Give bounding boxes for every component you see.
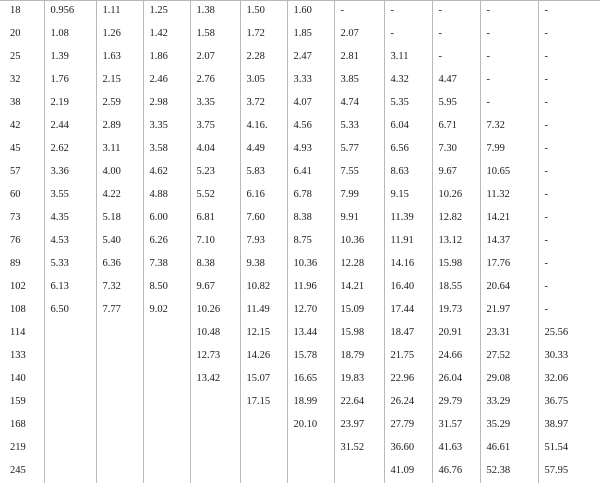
table-cell: - [544, 212, 548, 224]
table-cell: 4.74 [334, 92, 384, 115]
table-cell [287, 437, 334, 460]
table-cell: - [544, 74, 548, 86]
table-cell: 26.04 [432, 368, 480, 391]
table-cell: 15.09 [334, 299, 384, 322]
table-cell: 22.64 [334, 391, 384, 414]
table-cell: 3.55 [44, 184, 96, 207]
table-cell: 159 [0, 391, 44, 414]
table-cell: 21.75 [384, 345, 432, 368]
table-cell: - [544, 189, 548, 201]
table-cell: 5.35 [384, 92, 432, 115]
table-row [0, 23, 600, 46]
table-cell: 17.76 [480, 253, 538, 276]
table-cell: 168 [0, 414, 44, 437]
table-row [0, 207, 600, 230]
table-cell: 25 [0, 46, 44, 69]
table-cell: 6.41 [287, 161, 334, 184]
table-cell: 108 [0, 299, 44, 322]
table-cell: 114 [0, 322, 44, 345]
table-cell: 31.52 [334, 437, 384, 460]
table-cell: 7.10 [190, 230, 240, 253]
table-cell: 16.65 [287, 368, 334, 391]
table-cell: 17.15 [240, 391, 287, 414]
table-cell: 10.36 [287, 253, 334, 276]
table-cell: 5.83 [240, 161, 287, 184]
table-cell: 14.26 [240, 345, 287, 368]
table-cell [143, 368, 190, 391]
table-cell: 32.06 [544, 373, 569, 385]
table-cell: 7.60 [240, 207, 287, 230]
table-cell: 4.22 [96, 184, 143, 207]
table-cell: 2.47 [287, 46, 334, 69]
table-cell: 1.60 [287, 0, 334, 23]
table-cell: 15.98 [432, 253, 480, 276]
table-cell: - [480, 23, 538, 46]
table-cell: 14.21 [334, 276, 384, 299]
table-cell: 57 [0, 161, 44, 184]
table-cell: - [544, 51, 548, 63]
table-cell: 6.04 [384, 115, 432, 138]
table-cell: 8.75 [287, 230, 334, 253]
table-cell: 2.89 [96, 115, 143, 138]
table-cell: 21.97 [480, 299, 538, 322]
table-row [0, 414, 600, 437]
table-cell: 16.40 [384, 276, 432, 299]
table-cell: 42 [0, 115, 44, 138]
table-cell: 5.33 [334, 115, 384, 138]
table-cell: - [480, 46, 538, 69]
table-cell: 2.07 [190, 46, 240, 69]
table-cell: 1.85 [287, 23, 334, 46]
table-cell: 60 [0, 184, 44, 207]
table-cell [143, 437, 190, 460]
table-cell: 5.33 [44, 253, 96, 276]
table-cell: 3.33 [287, 69, 334, 92]
table-cell: 102 [0, 276, 44, 299]
table-cell: - [384, 23, 432, 46]
table-cell: 14.37 [480, 230, 538, 253]
table-cell: 4.16. [240, 115, 287, 138]
table-cell: 3.35 [190, 92, 240, 115]
table-cell: 29.08 [480, 368, 538, 391]
table-cell: 46.76 [432, 460, 480, 483]
table-cell [240, 414, 287, 437]
table-cell [96, 460, 143, 483]
table-cell: - [544, 258, 548, 270]
table-cell: 22.96 [384, 368, 432, 391]
table-cell: 1.72 [240, 23, 287, 46]
table-cell: 3.11 [384, 46, 432, 69]
table-cell: 10.82 [240, 276, 287, 299]
table-cell: 2.44 [44, 115, 96, 138]
table-row [0, 69, 600, 92]
table-cell: - [432, 46, 480, 69]
table-cell: 2.19 [44, 92, 96, 115]
table-cell: 31.57 [432, 414, 480, 437]
table-cell [143, 322, 190, 345]
table-cell: 13.44 [287, 322, 334, 345]
table-row [0, 161, 600, 184]
table-cell: 11.32 [480, 184, 538, 207]
table-cell: 4.49 [240, 138, 287, 161]
table-cell: 4.00 [96, 161, 143, 184]
table-cell: 7.99 [480, 138, 538, 161]
table-cell: 1.26 [96, 23, 143, 46]
table-cell: 10.26 [190, 299, 240, 322]
table-cell: 5.95 [432, 92, 480, 115]
table-cell: 0.956 [44, 0, 96, 23]
table-row [0, 115, 600, 138]
table-cell [96, 437, 143, 460]
table-cell [96, 391, 143, 414]
table-cell: 57.95 [544, 465, 569, 477]
table-cell: 15.98 [334, 322, 384, 345]
table-cell: 3.05 [240, 69, 287, 92]
table-row [0, 437, 600, 460]
table-cell: 2.15 [96, 69, 143, 92]
table-cell: 32 [0, 69, 44, 92]
table-cell [143, 391, 190, 414]
table-cell: 6.26 [143, 230, 190, 253]
table-cell: 3.75 [190, 115, 240, 138]
table-cell: 24.66 [432, 345, 480, 368]
table-row [0, 230, 600, 253]
table-row [0, 92, 600, 115]
table-row [0, 276, 600, 299]
table-cell: 5.52 [190, 184, 240, 207]
table-cell: 41.63 [432, 437, 480, 460]
table-cell: 73 [0, 207, 44, 230]
table-cell: - [544, 143, 548, 155]
table-cell: - [544, 281, 548, 293]
table-cell: - [544, 166, 548, 178]
table-cell: 4.07 [287, 92, 334, 115]
table-cell: 25.56 [544, 327, 569, 339]
table-cell: 20.64 [480, 276, 538, 299]
table-cell: 4.53 [44, 230, 96, 253]
table-cell: 38.97 [544, 419, 569, 431]
table-cell: 20.91 [432, 322, 480, 345]
table-cell: 46.61 [480, 437, 538, 460]
table-cell [143, 414, 190, 437]
table-cell: 9.67 [432, 161, 480, 184]
table-cell: 4.47 [432, 69, 480, 92]
table-cell: 2.59 [96, 92, 143, 115]
table-cell: 1.42 [143, 23, 190, 46]
table-cell: 6.16 [240, 184, 287, 207]
table-cell: 5.18 [96, 207, 143, 230]
table-cell: 8.50 [143, 276, 190, 299]
table-cell: 4.62 [143, 161, 190, 184]
table-row [0, 138, 600, 161]
table-cell [240, 460, 287, 483]
table-cell: 11.96 [287, 276, 334, 299]
table-row [0, 184, 600, 207]
table-cell: 4.56 [287, 115, 334, 138]
table-cell [190, 414, 240, 437]
table-cell: 1.08 [44, 23, 96, 46]
table-cell [44, 414, 96, 437]
table-cell [190, 391, 240, 414]
table-cell: 15.07 [240, 368, 287, 391]
table-cell: 19.73 [432, 299, 480, 322]
table-cell: 18.99 [287, 391, 334, 414]
table-cell [44, 437, 96, 460]
table-cell: 6.78 [287, 184, 334, 207]
table-cell [44, 368, 96, 391]
table-cell: 6.13 [44, 276, 96, 299]
table-cell: 6.36 [96, 253, 143, 276]
table-cell: 2.98 [143, 92, 190, 115]
table-cell: - [544, 235, 548, 247]
table-cell: 13.12 [432, 230, 480, 253]
table-cell: 3.85 [334, 69, 384, 92]
table-cell: 1.58 [190, 23, 240, 46]
table-row [0, 253, 600, 276]
table-cell: 14.16 [384, 253, 432, 276]
table-cell [44, 345, 96, 368]
table-cell: 8.38 [190, 253, 240, 276]
table-cell: 9.67 [190, 276, 240, 299]
table-cell: 11.49 [240, 299, 287, 322]
table-cell: 7.77 [96, 299, 143, 322]
table-cell: - [544, 97, 548, 109]
table-cell: - [480, 0, 538, 23]
table-cell: 12.73 [190, 345, 240, 368]
table-cell: 4.32 [384, 69, 432, 92]
table-cell: 12.15 [240, 322, 287, 345]
table-cell [334, 460, 384, 483]
table-cell: 140 [0, 368, 44, 391]
table-cell: 3.72 [240, 92, 287, 115]
table-cell: - [432, 23, 480, 46]
table-cell: 17.44 [384, 299, 432, 322]
table-cell: 20.10 [287, 414, 334, 437]
table-cell: 2.76 [190, 69, 240, 92]
table-cell: 7.30 [432, 138, 480, 161]
table-cell: 13.42 [190, 368, 240, 391]
table-cell: 18.47 [384, 322, 432, 345]
table-cell [44, 460, 96, 483]
table-cell: 11.39 [384, 207, 432, 230]
table-cell: 133 [0, 345, 44, 368]
table-cell: 9.02 [143, 299, 190, 322]
table-cell: 41.09 [384, 460, 432, 483]
table-cell: 10.65 [480, 161, 538, 184]
table-cell: - [432, 0, 480, 23]
table-cell: - [544, 28, 548, 40]
table-cell: 18.55 [432, 276, 480, 299]
table-cell: 4.88 [143, 184, 190, 207]
table-cell: 6.56 [384, 138, 432, 161]
table-cell: - [544, 5, 548, 17]
table-cell: 2.46 [143, 69, 190, 92]
table-cell: 3.35 [143, 115, 190, 138]
table-cell: - [544, 304, 548, 316]
table-cell: 36.60 [384, 437, 432, 460]
table-cell [190, 437, 240, 460]
table-cell: - [334, 0, 384, 23]
table-cell: 12.28 [334, 253, 384, 276]
table-cell: 14.21 [480, 207, 538, 230]
table-cell: 10.36 [334, 230, 384, 253]
table-cell: 8.38 [287, 207, 334, 230]
table-cell: 9.38 [240, 253, 287, 276]
table-row [0, 345, 600, 368]
table-cell: 1.86 [143, 46, 190, 69]
table-cell: 6.71 [432, 115, 480, 138]
table-cell: 11.91 [384, 230, 432, 253]
table-cell: 5.77 [334, 138, 384, 161]
table-cell: 2.62 [44, 138, 96, 161]
table-cell: 10.26 [432, 184, 480, 207]
table-cell: 18 [0, 0, 44, 23]
table-cell: 36.75 [544, 396, 569, 408]
table-cell: - [544, 120, 548, 132]
table-cell: 26.24 [384, 391, 432, 414]
table-cell: 1.63 [96, 46, 143, 69]
table-cell: 3.36 [44, 161, 96, 184]
table-cell: 35.29 [480, 414, 538, 437]
table-cell: 7.38 [143, 253, 190, 276]
table-cell: 9.91 [334, 207, 384, 230]
table-row [0, 322, 600, 345]
table-cell: 23.31 [480, 322, 538, 345]
table-cell: 219 [0, 437, 44, 460]
table-cell: 18.79 [334, 345, 384, 368]
table-cell: 51.54 [544, 442, 569, 454]
table-cell: 52.38 [480, 460, 538, 483]
table-cell: 27.52 [480, 345, 538, 368]
table-cell: 4.35 [44, 207, 96, 230]
table-cell: 3.58 [143, 138, 190, 161]
table-cell [143, 345, 190, 368]
table-cell: 38 [0, 92, 44, 115]
table-cell [287, 460, 334, 483]
table-cell: 19.83 [334, 368, 384, 391]
table-cell: 10.48 [190, 322, 240, 345]
table-cell: 76 [0, 230, 44, 253]
table-cell: 12.82 [432, 207, 480, 230]
table-cell: 7.99 [334, 184, 384, 207]
table-cell: 2.07 [334, 23, 384, 46]
table-cell: 8.63 [384, 161, 432, 184]
table-cell: 20 [0, 23, 44, 46]
table-cell [96, 414, 143, 437]
table-cell: 1.25 [143, 0, 190, 23]
table-cell: 6.00 [143, 207, 190, 230]
table-cell: 27.79 [384, 414, 432, 437]
table-cell: 23.97 [334, 414, 384, 437]
table-cell: 7.93 [240, 230, 287, 253]
table-cell: 5.23 [190, 161, 240, 184]
table-cell: 7.32 [96, 276, 143, 299]
table-cell: 9.15 [384, 184, 432, 207]
table-cell: 15.78 [287, 345, 334, 368]
table-top-rule [0, 0, 600, 1]
table-cell: 2.28 [240, 46, 287, 69]
table-cell: 7.32 [480, 115, 538, 138]
table-cell [96, 368, 143, 391]
table-cell: 1.38 [190, 0, 240, 23]
table-cell: 1.76 [44, 69, 96, 92]
table-cell [240, 437, 287, 460]
table-cell: 45 [0, 138, 44, 161]
table-cell [143, 460, 190, 483]
table-cell: 29.79 [432, 391, 480, 414]
table-cell: 2.81 [334, 46, 384, 69]
table-cell [96, 345, 143, 368]
table-cell [44, 391, 96, 414]
table-cell: 3.11 [96, 138, 143, 161]
table-cell [96, 322, 143, 345]
table-cell: 89 [0, 253, 44, 276]
table-cell: 4.04 [190, 138, 240, 161]
table-row [0, 460, 600, 483]
table-row [0, 368, 600, 391]
table-cell: 6.50 [44, 299, 96, 322]
table-row [0, 391, 600, 414]
table-cell: - [480, 92, 538, 115]
table-cell: 6.81 [190, 207, 240, 230]
table-cell: 4.93 [287, 138, 334, 161]
table-cell: 12.70 [287, 299, 334, 322]
table-row [0, 299, 600, 322]
table-cell: - [480, 69, 538, 92]
table-cell: 1.50 [240, 0, 287, 23]
table-cell: 7.55 [334, 161, 384, 184]
table-cell [190, 460, 240, 483]
table-cell: - [384, 0, 432, 23]
table-cell: 1.11 [96, 0, 143, 23]
table-cell [44, 322, 96, 345]
table-cell: 1.39 [44, 46, 96, 69]
table-cell: 245 [0, 460, 44, 483]
table-row [0, 0, 600, 23]
table-cell: 5.40 [96, 230, 143, 253]
table-row [0, 46, 600, 69]
table-cell: 33.29 [480, 391, 538, 414]
table-cell: 30.33 [544, 350, 569, 362]
